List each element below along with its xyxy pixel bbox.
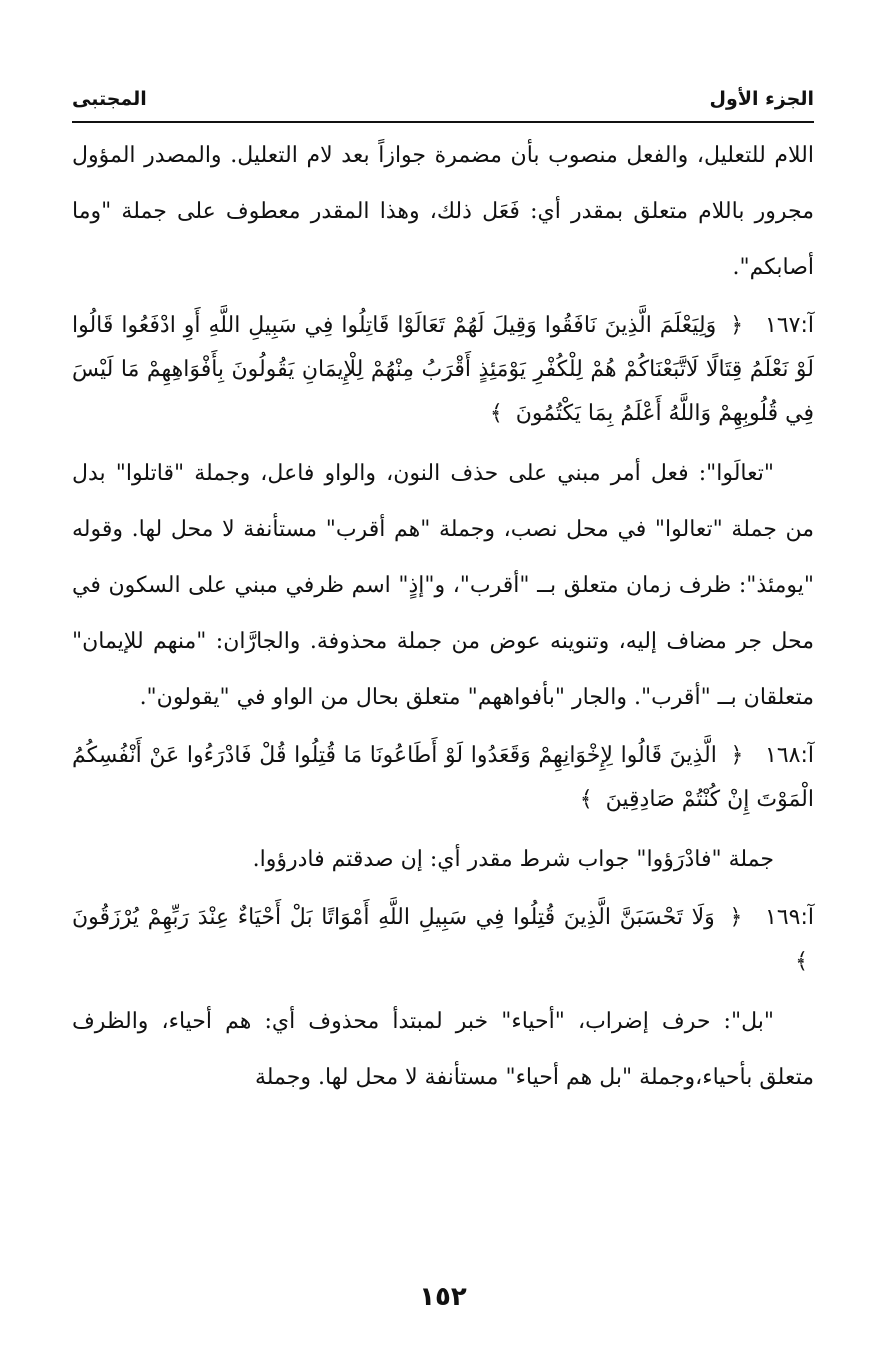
verse-open-bracket: ﴿ bbox=[729, 905, 743, 930]
verse-167-text: وَلِيَعْلَمَ الَّذِينَ نَافَقُوا وَقِيلَ لَهُمْ تَعَالَوْا قَاتِلُوا فِي سَبِيلِ اللَّهِ أَوِ ادْفَعُوا قَالُوا لَوْ نَعْلَمُ قِتَالًا لَاتَّبَعْنَاكُمْ هُمْ لِلْكُفْرِ يَوْمَئِذٍ أَقْرَبُ مِنْهُمْ لِلْإِيمَانِ يَقُولُونَ بِأَفْوَاهِهِمْ مَا لَيْسَ فِي قُلُوبِهِمْ وَاللَّهُ أَعْلَمُ بِمَا يَكْتُمُونَ bbox=[72, 313, 814, 426]
verse-167 bbox=[72, 296, 814, 446]
verse-close-bracket: ﴾ bbox=[579, 787, 593, 812]
verse-169-text: وَلَا تَحْسَبَنَّ الَّذِينَ قُتِلُوا فِي سَبِيلِ اللَّهِ أَمْوَاتًا بَلْ أَحْيَاءٌ عِنْدَ رَبِّهِمْ يُرْزَقُونَ bbox=[72, 905, 715, 930]
verse-168 bbox=[72, 726, 814, 832]
paragraph-1: اللام للتعليل، والفعل منصوب بأن مضمرة جوازاً بعد لام التعليل. والمصدر المؤول مجرور باللام متعلق بمقدر أي: فَعَل ذلك، وهذا المقدر معطوف على جملة "وما أصابكم". bbox=[72, 143, 814, 280]
verse-open-bracket: ﴿ bbox=[730, 743, 744, 768]
page-body bbox=[72, 128, 814, 1106]
paragraph-3: جملة "فادْرَؤوا" جواب شرط مقدر أي: إن صدقتم فادرؤوا. bbox=[252, 847, 774, 872]
header-divider bbox=[72, 121, 814, 123]
book-page bbox=[72, 0, 814, 1367]
verse-168-text: الَّذِينَ قَالُوا لِإِخْوَانِهِمْ وَقَعَدُوا لَوْ أَطَاعُونَا مَا قُتِلُوا قُلْ فَادْرَءُوا عَنْ أَنْفُسِكُمُ الْمَوْتَ إِنْ كُنْتُمْ صَادِقِينَ bbox=[72, 743, 814, 812]
verse-close-bracket: ﴾ bbox=[489, 401, 503, 426]
verse-open-bracket: ﴿ bbox=[730, 313, 744, 338]
paragraph-4: "بل": حرف إضراب، "أحياء" خبر لمبتدأ محذوف أي: هم أحياء، والظرف متعلق بأحياء،وجملة "بل هم أحياء" مستأنفة لا محل لها. وجملة bbox=[72, 1009, 814, 1090]
header-part-title: الجزء الأول bbox=[709, 88, 814, 110]
page-number: ١٥٢ bbox=[419, 1282, 467, 1312]
paragraph-2: "تعالَوا": فعل أمر مبني على حذف النون، والواو فاعل، وجملة "قاتلوا" بدل من جملة "تعالوا" في محل نصب، وجملة "هم أقرب" مستأنفة لا محل لها. وقوله "يومئذ": ظرف زمان متعلق بــ "أقرب"، و"إذٍ" اسم ظرفي مبني على السكون في محل جر مضاف إليه، وتنوينه عوض من جملة محذوفة. والجارَّان: "منهم للإيمان" متعلقان بــ "أقرب". والجار "بأفواههم" متعلق بحال من الواو في "يقولون". bbox=[72, 461, 814, 710]
header-book-title: المجتبى bbox=[72, 88, 147, 110]
verse-close-bracket: ﴾ bbox=[795, 949, 808, 974]
verse-169-ref: آ:١٦٩ bbox=[765, 905, 814, 930]
verse-168-ref: آ:١٦٨ bbox=[765, 743, 814, 768]
page-header bbox=[72, 88, 814, 118]
verse-167-ref: آ:١٦٧ bbox=[765, 313, 814, 338]
verse-169 bbox=[72, 888, 814, 994]
